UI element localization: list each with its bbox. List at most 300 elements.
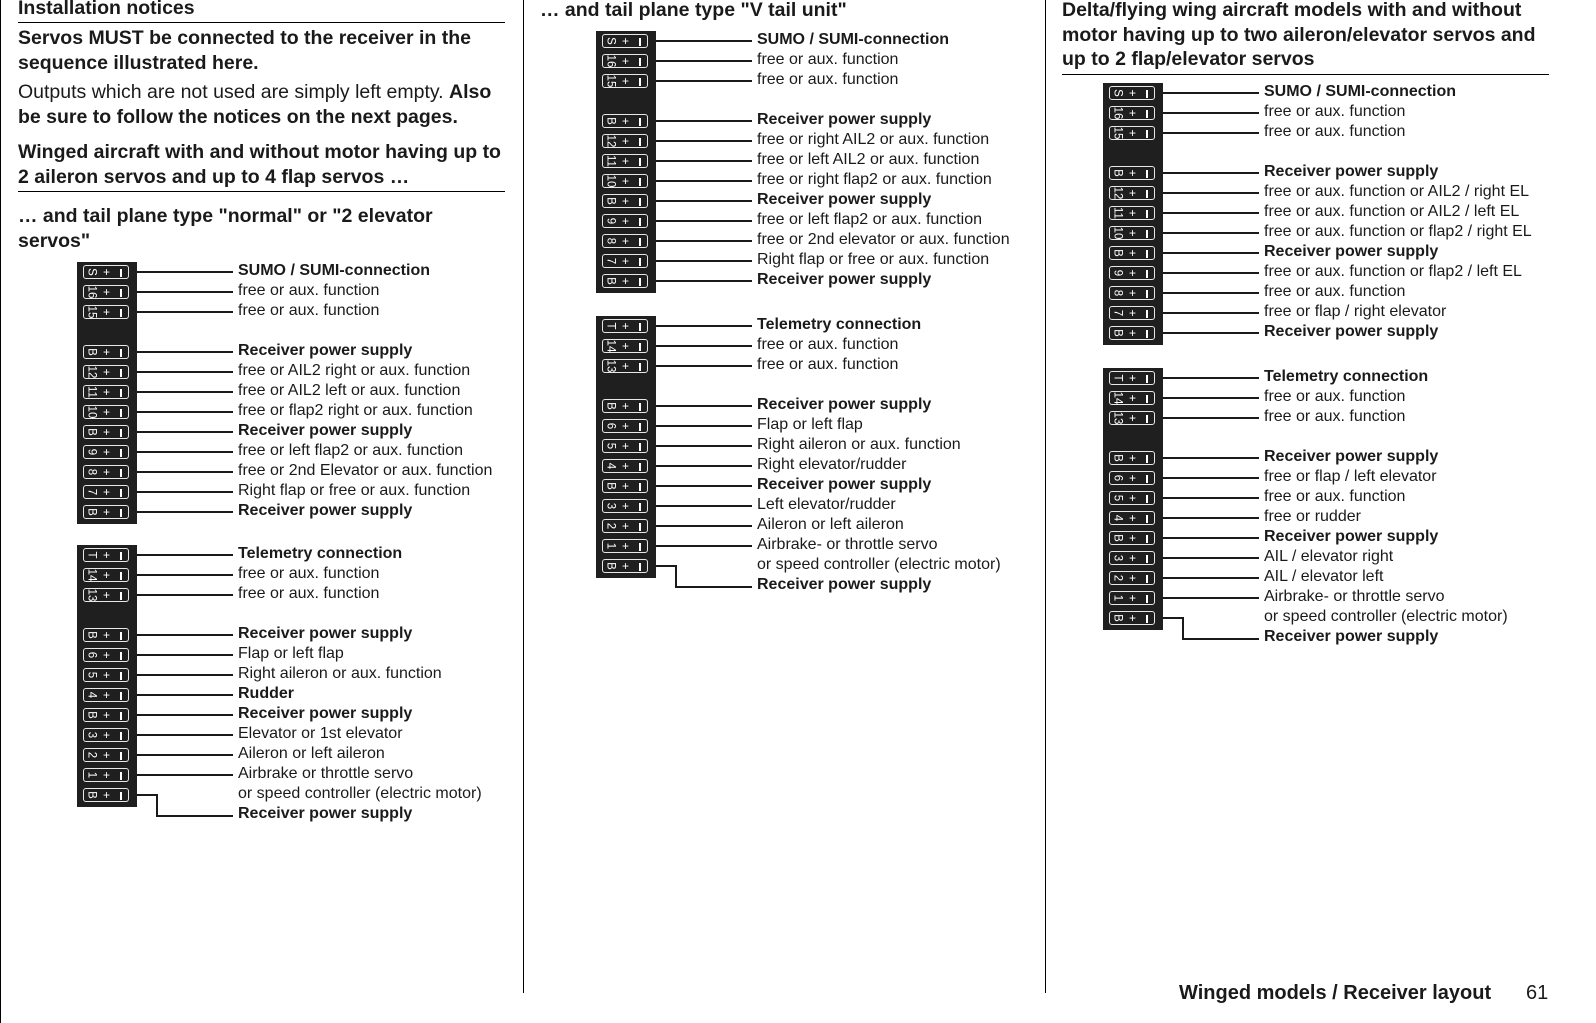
minus-pin-icon (120, 692, 122, 700)
slot-label: 5 (85, 671, 98, 679)
slot-label: B (85, 711, 98, 719)
slot-label: 10 (604, 174, 617, 188)
receiver-slot (1109, 266, 1155, 280)
receiver-slot (83, 285, 129, 299)
minus-pin-icon (1146, 110, 1148, 118)
slot-label: 16 (85, 285, 98, 299)
receiver-slot (602, 519, 648, 533)
receiver-slot (83, 548, 129, 562)
slot-label: 2 (1111, 574, 1124, 582)
pin-function-label: Right aileron or aux. function (238, 665, 442, 682)
leader-line (1163, 252, 1259, 254)
pin-function-label: or speed controller (electric motor) (1264, 608, 1508, 625)
receiver-slot (602, 479, 648, 493)
minus-pin-icon (120, 592, 122, 600)
plus-pin-icon: + (1129, 511, 1137, 525)
plus-pin-icon: + (622, 214, 630, 228)
pin-function-label: Receiver power supply (757, 476, 932, 493)
pin-function-label: Receiver power supply (238, 502, 413, 519)
minus-pin-icon (639, 38, 641, 46)
plus-pin-icon: + (622, 54, 630, 68)
minus-pin-icon (1146, 595, 1148, 603)
receiver-slot (602, 214, 648, 228)
leader-line (137, 754, 233, 756)
leader-line (1163, 112, 1259, 114)
pin-function-label: free or aux. function (757, 71, 899, 88)
minus-pin-icon (639, 543, 641, 551)
pin-function-label: free or right AIL2 or aux. function (757, 131, 990, 148)
leader-line (656, 485, 752, 487)
plus-pin-icon: + (622, 174, 630, 188)
leader-line (1163, 477, 1259, 479)
pin-function-label: Rudder (238, 685, 294, 702)
pin-function-label: Receiver power supply (1264, 323, 1439, 340)
slot-label: 1 (1111, 594, 1124, 602)
receiver-slot (1109, 531, 1155, 545)
slot-label: 15 (1111, 126, 1124, 140)
pin-function-label: Receiver power supply (1264, 163, 1439, 180)
leader-line (137, 431, 233, 433)
leader-line (675, 586, 752, 588)
receiver-slot (602, 34, 648, 48)
plus-pin-icon: + (622, 319, 630, 333)
slot-label: 6 (604, 422, 617, 430)
minus-pin-icon (639, 503, 641, 511)
leader-line (656, 80, 752, 82)
receiver-slot (602, 154, 648, 168)
pin-function-label: free or flap2 right or aux. function (238, 402, 473, 419)
normal-tail-heading: … and tail plane type "normal" or "2 elevator servos" (18, 205, 433, 252)
minus-pin-icon (1146, 555, 1148, 563)
pin-function-label: Airbrake or throttle servo (238, 765, 414, 782)
leader-line (1163, 577, 1259, 579)
receiver-slot (1109, 306, 1155, 320)
plus-pin-icon: + (1129, 326, 1137, 340)
leader-line (137, 511, 233, 513)
leader-line (656, 565, 676, 567)
plus-pin-icon: + (1129, 126, 1137, 140)
slot-label: 4 (85, 691, 98, 699)
slot-label: B (85, 428, 98, 436)
plus-pin-icon: + (1129, 86, 1137, 100)
receiver-slot (602, 194, 648, 208)
plus-pin-icon: + (103, 505, 111, 519)
leader-line (656, 505, 752, 507)
receiver-slot (83, 668, 129, 682)
slot-label: 13 (85, 588, 98, 602)
minus-pin-icon (639, 198, 641, 206)
receiver-connector-strip (1103, 368, 1163, 630)
receiver-slot (1109, 471, 1155, 485)
slot-label: 6 (85, 651, 98, 659)
leader-line (1163, 332, 1259, 334)
pin-function-label: free or 2nd elevator or aux. function (757, 231, 1010, 248)
winged-aircraft-heading: Winged aircraft with and without motor having up to 2 aileron servos and up to 4 flap servos … (18, 140, 505, 192)
pin-function-label: Right aileron or aux. function (757, 436, 961, 453)
leader-line (656, 545, 752, 547)
leader-line (137, 311, 233, 313)
receiver-slot (83, 405, 129, 419)
leader-line (1163, 517, 1259, 519)
receiver-connector-strip (1103, 83, 1163, 345)
leader-line (656, 465, 752, 467)
slot-label: B (1111, 614, 1124, 622)
middle-column (540, 0, 1030, 23)
leader-line (656, 220, 752, 222)
pin-function-label: free or left AIL2 or aux. function (757, 151, 980, 168)
receiver-slot (602, 254, 648, 268)
minus-pin-icon (120, 632, 122, 640)
slot-label: 4 (1111, 514, 1124, 522)
slot-label: 9 (604, 217, 617, 225)
plus-pin-icon: + (103, 748, 111, 762)
receiver-connector-strip (77, 545, 137, 807)
plus-pin-icon: + (622, 194, 630, 208)
receiver-slot (83, 505, 129, 519)
pin-function-label: free or AIL2 left or aux. function (238, 382, 461, 399)
minus-pin-icon (639, 423, 641, 431)
pin-function-label: free or aux. function (238, 302, 380, 319)
pin-function-label: Receiver power supply (238, 705, 413, 722)
plus-pin-icon: + (622, 114, 630, 128)
vtail-heading: … and tail plane type "V tail unit" (540, 0, 847, 21)
column-divider-1 (523, 0, 524, 993)
pin-function-label: free or aux. function (238, 565, 380, 582)
leader-line (1163, 397, 1259, 399)
receiver-slot (1109, 206, 1155, 220)
pin-function-label: Receiver power supply (757, 111, 932, 128)
plus-pin-icon: + (103, 305, 111, 319)
minus-pin-icon (639, 118, 641, 126)
pin-function-label: free or rudder (1264, 508, 1361, 525)
receiver-slot (1109, 166, 1155, 180)
plus-pin-icon: + (103, 548, 111, 562)
plus-pin-icon: + (103, 465, 111, 479)
slot-label: B (85, 508, 98, 516)
plus-pin-icon: + (103, 485, 111, 499)
plus-pin-icon: + (622, 339, 630, 353)
pin-function-label: free or flap / right elevator (1264, 303, 1447, 320)
plus-pin-icon: + (1129, 371, 1137, 385)
minus-pin-icon (1146, 475, 1148, 483)
slot-label: B (604, 117, 617, 125)
pin-function-label: SUMO / SUMI-connection (1264, 83, 1456, 100)
receiver-slot (83, 748, 129, 762)
plus-pin-icon: + (103, 668, 111, 682)
pin-function-label: Receiver power supply (757, 396, 932, 413)
leader-line (656, 260, 752, 262)
plus-pin-icon: + (1129, 411, 1137, 425)
slot-label: B (1111, 534, 1124, 542)
minus-pin-icon (1146, 415, 1148, 423)
plus-pin-icon: + (1129, 246, 1137, 260)
receiver-slot (83, 425, 129, 439)
plus-pin-icon: + (622, 499, 630, 513)
right-column (1062, 0, 1549, 75)
page-number: 61 (1526, 982, 1549, 1004)
receiver-slot (602, 274, 648, 288)
plus-pin-icon: + (103, 385, 111, 399)
pin-function-label: free or aux. function (238, 282, 380, 299)
leader-line (656, 525, 752, 527)
leader-line (656, 240, 752, 242)
pin-function-label: Right flap or free or aux. function (238, 482, 471, 499)
leader-line (137, 411, 233, 413)
pin-function-label: Receiver power supply (1264, 628, 1439, 645)
slot-label: B (1111, 249, 1124, 257)
pin-function-label: Receiver power supply (238, 342, 413, 359)
receiver-slot (602, 419, 648, 433)
receiver-slot (1109, 591, 1155, 605)
slot-label: 5 (1111, 494, 1124, 502)
pin-function-label: or speed controller (electric motor) (238, 785, 482, 802)
plus-pin-icon: + (103, 728, 111, 742)
outputs-notice (18, 80, 505, 129)
leader-line (1163, 92, 1259, 94)
pin-function-label: Right flap or free or aux. function (757, 251, 990, 268)
slot-label: 5 (604, 442, 617, 450)
receiver-slot (1109, 86, 1155, 100)
receiver-slot (1109, 611, 1155, 625)
slot-label: 9 (1111, 269, 1124, 277)
pin-function-label: free or left flap2 or aux. function (238, 442, 464, 459)
leader-line (137, 694, 233, 696)
minus-pin-icon (1146, 310, 1148, 318)
minus-pin-icon (1146, 455, 1148, 463)
left-column (18, 0, 505, 253)
plus-pin-icon: + (622, 399, 630, 413)
leader-line (1182, 638, 1259, 640)
plus-pin-icon: + (1129, 391, 1137, 405)
plus-pin-icon: + (1129, 266, 1137, 280)
receiver-slot (1109, 451, 1155, 465)
receiver-slot (1109, 186, 1155, 200)
slot-label: 3 (604, 502, 617, 510)
minus-pin-icon (639, 78, 641, 86)
slot-label: 8 (604, 237, 617, 245)
plus-pin-icon: + (103, 588, 111, 602)
minus-pin-icon (1146, 395, 1148, 403)
pin-function-label: Telemetry connection (757, 316, 922, 333)
minus-pin-icon (639, 363, 641, 371)
plus-pin-icon: + (103, 265, 111, 279)
leader-line (137, 491, 233, 493)
minus-pin-icon (639, 563, 641, 571)
leader-line (1163, 497, 1259, 499)
minus-pin-icon (120, 772, 122, 780)
receiver-slot (83, 365, 129, 379)
minus-pin-icon (639, 158, 641, 166)
slot-label: 1 (85, 771, 98, 779)
slot-label: 14 (85, 568, 98, 582)
slot-label: 2 (85, 751, 98, 759)
minus-pin-icon (120, 389, 122, 397)
plus-pin-icon: + (1129, 451, 1137, 465)
leader-line (656, 140, 752, 142)
leader-line (1163, 232, 1259, 234)
leader-line (137, 371, 233, 373)
receiver-slot (1109, 286, 1155, 300)
plus-pin-icon: + (622, 439, 630, 453)
receiver-slot (83, 385, 129, 399)
plus-pin-icon: + (622, 559, 630, 573)
slot-label: B (1111, 169, 1124, 177)
plus-pin-icon: + (1129, 226, 1137, 240)
leader-line (656, 425, 752, 427)
receiver-slot (1109, 571, 1155, 585)
pin-function-label: Receiver power supply (757, 576, 932, 593)
pin-function-label: Receiver power supply (1264, 243, 1439, 260)
minus-pin-icon (120, 652, 122, 660)
slot-label: B (85, 348, 98, 356)
pin-function-label: free or aux. function (1264, 408, 1406, 425)
plus-pin-icon: + (1129, 551, 1137, 565)
plus-pin-icon: + (622, 359, 630, 373)
page-left-border (0, 0, 1, 1023)
outputs-text: Outputs which are not used are simply left empty. (18, 81, 444, 103)
minus-pin-icon (120, 289, 122, 297)
plus-pin-icon: + (622, 519, 630, 533)
pin-function-label: Receiver power supply (238, 422, 413, 439)
leader-line (1163, 212, 1259, 214)
leader-line (137, 271, 233, 273)
leader-line (137, 574, 233, 576)
slot-label: 7 (85, 488, 98, 496)
leader-line (137, 594, 233, 596)
slot-label: 13 (1111, 411, 1124, 425)
plus-pin-icon: + (1129, 531, 1137, 545)
slot-label: 12 (604, 134, 617, 148)
pin-function-label: free or 2nd Elevator or aux. function (238, 462, 493, 479)
plus-pin-icon: + (622, 479, 630, 493)
slot-label: 11 (604, 155, 617, 167)
pin-function-label: Flap or left flap (757, 416, 863, 433)
receiver-connector-strip (77, 262, 137, 524)
receiver-slot (1109, 391, 1155, 405)
pin-function-label: AIL / elevator right (1264, 548, 1394, 565)
leader-line (137, 554, 233, 556)
slot-label: B (85, 791, 98, 799)
leader-line (137, 471, 233, 473)
receiver-slot (602, 114, 648, 128)
minus-pin-icon (120, 732, 122, 740)
pin-function-label: Flap or left flap (238, 645, 344, 662)
minus-pin-icon (1146, 190, 1148, 198)
plus-pin-icon: + (622, 74, 630, 88)
minus-pin-icon (639, 483, 641, 491)
leader-line (656, 325, 752, 327)
slot-label: 12 (1111, 186, 1124, 200)
slot-label: 15 (604, 74, 617, 88)
leader-line (656, 60, 752, 62)
receiver-slot (602, 439, 648, 453)
pin-function-label: Receiver power supply (757, 271, 932, 288)
leader-line (1163, 617, 1183, 619)
slot-label: 2 (604, 522, 617, 530)
leader-line (1163, 457, 1259, 459)
receiver-slot (602, 134, 648, 148)
slot-label: 10 (85, 405, 98, 419)
leader-line (137, 714, 233, 716)
receiver-slot (602, 319, 648, 333)
pin-function-label: Airbrake- or throttle servo (1264, 588, 1445, 605)
slot-label: 14 (604, 339, 617, 353)
slot-label: 12 (85, 365, 98, 379)
plus-pin-icon: + (103, 788, 111, 802)
leader-line (656, 180, 752, 182)
receiver-slot (83, 445, 129, 459)
plus-pin-icon: + (103, 405, 111, 419)
receiver-slot (83, 588, 129, 602)
must-notice: Servos MUST be connected to the receiver in the sequence illustrated here. (18, 27, 471, 74)
receiver-slot (602, 54, 648, 68)
minus-pin-icon (1146, 515, 1148, 523)
leader-line (137, 351, 233, 353)
minus-pin-icon (1146, 575, 1148, 583)
also-text: Also be sure to follow the notices on the next pages. (18, 81, 492, 128)
minus-pin-icon (639, 278, 641, 286)
slot-label: B (604, 562, 617, 570)
pin-function-label: Receiver power supply (757, 191, 932, 208)
minus-pin-icon (639, 238, 641, 246)
slot-label: T (85, 551, 98, 559)
slot-label: 16 (1111, 106, 1124, 120)
plus-pin-icon: + (622, 234, 630, 248)
minus-pin-icon (1146, 330, 1148, 338)
plus-pin-icon: + (103, 345, 111, 359)
installation-notices-title: Installation notices (18, 0, 505, 23)
leader-line (1163, 417, 1259, 419)
plus-pin-icon: + (103, 285, 111, 299)
minus-pin-icon (1146, 495, 1148, 503)
slot-label: 8 (1111, 289, 1124, 297)
leader-line (656, 160, 752, 162)
leader-line (656, 120, 752, 122)
column-divider-2 (1045, 0, 1046, 993)
minus-pin-icon (639, 138, 641, 146)
pin-function-label: free or AIL2 right or aux. function (238, 362, 471, 379)
slot-label: B (604, 482, 617, 490)
leader-line (137, 674, 233, 676)
minus-pin-icon (639, 178, 641, 186)
minus-pin-icon (639, 218, 641, 226)
leader-line (1163, 557, 1259, 559)
slot-label: 11 (85, 386, 98, 398)
leader-line (1163, 172, 1259, 174)
leader-line (1182, 617, 1184, 638)
pin-function-label: free or aux. function (757, 356, 899, 373)
pin-function-label: Aileron or left aileron (238, 745, 385, 762)
slot-label: 14 (1111, 391, 1124, 405)
pin-function-label: free or aux. function or AIL2 / left EL (1264, 203, 1520, 220)
plus-pin-icon: + (1129, 206, 1137, 220)
minus-pin-icon (1146, 535, 1148, 543)
slot-label: 7 (604, 257, 617, 265)
leader-line (656, 280, 752, 282)
minus-pin-icon (120, 369, 122, 377)
minus-pin-icon (120, 712, 122, 720)
leader-line (1163, 272, 1259, 274)
minus-pin-icon (120, 509, 122, 517)
receiver-slot (1109, 126, 1155, 140)
receiver-slot (602, 399, 648, 413)
pin-function-label: free or aux. function (1264, 123, 1406, 140)
receiver-connector-strip (596, 316, 656, 578)
receiver-slot (1109, 106, 1155, 120)
pin-function-label: Right elevator/rudder (757, 456, 907, 473)
minus-pin-icon (639, 463, 641, 471)
receiver-slot (602, 559, 648, 573)
